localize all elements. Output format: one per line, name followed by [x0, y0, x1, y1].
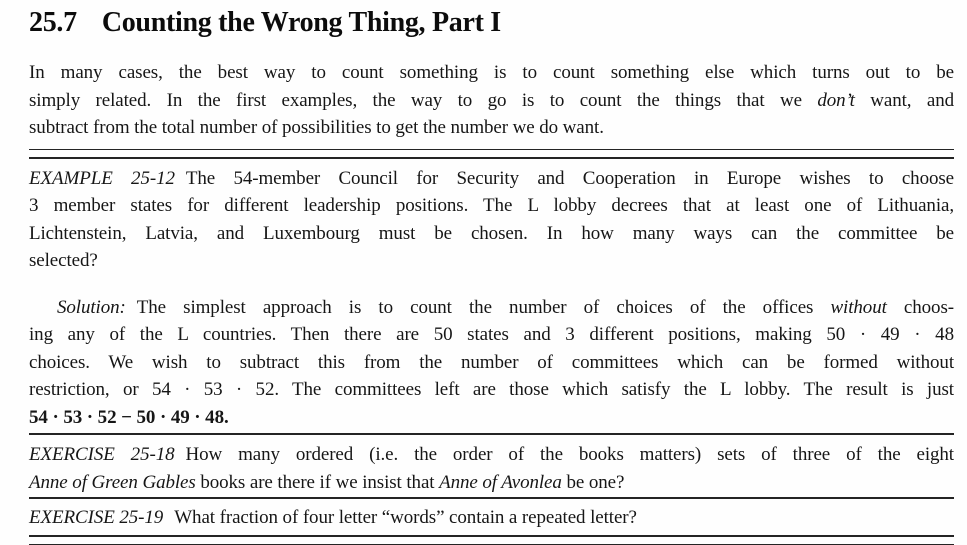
text-segment: What fraction of four letter “words” contain a repeated letter?	[174, 507, 637, 528]
example-solution-paragraph	[29, 294, 954, 432]
exercise-25-19-paragraph	[29, 504, 954, 532]
text-line	[29, 294, 954, 322]
text-line	[29, 349, 954, 377]
exercise-divider-middle	[29, 497, 954, 499]
text-segment: selected?	[29, 250, 98, 271]
solution-label: Solution:	[57, 296, 126, 318]
example-problem-paragraph	[29, 165, 954, 275]
text-segment: Anne of Avonlea	[439, 471, 562, 493]
example-label: EXAMPLE 25-12	[29, 167, 175, 189]
text-line	[29, 404, 954, 432]
text-line	[29, 504, 954, 532]
text-segment: without	[830, 296, 887, 318]
text-segment: want, and	[854, 89, 954, 111]
text-segment: How many ordered (i.e. the order of the books matters) sets of three of the eight	[185, 444, 954, 465]
section-title: Counting the Wrong Thing, Part I	[101, 7, 501, 38]
text-segment: Lichtenstein, Latvia, and Luxembourg must be chosen. In how many ways can the committee be	[29, 222, 954, 244]
section-heading	[29, 6, 954, 40]
text-line	[29, 441, 954, 469]
text-line	[29, 321, 954, 349]
text-segment: ing any of the L countries. Then there are 50 states and 3 different positions, making 50 · 49 · 48	[29, 324, 954, 345]
text-line	[29, 165, 954, 193]
exercise-label: EXERCISE 25-18	[29, 444, 175, 465]
example-top-divider	[29, 149, 954, 159]
text-segment: Anne of Green Gables	[29, 471, 196, 493]
text-segment: choices. We wish to subtract this from the number of committees which can be formed without	[29, 351, 954, 373]
exercise-25-18-paragraph	[29, 441, 954, 496]
exercise-divider-top	[29, 433, 954, 435]
section-number: 25.7	[29, 7, 77, 38]
text-segment: The 54-member Council for Security and Cooperation in Europe wishes to choose	[185, 167, 954, 189]
text-segment: books are there if we insist that	[195, 471, 440, 493]
text-segment: 3 member states for different leadership positions. The L lobby decrees that at least one of Lithuania,	[29, 195, 954, 216]
text-segment: The simplest approach is to count the number of choices of the offices	[136, 296, 831, 318]
text-segment: In many cases, the best way to count something is to count something else which turns out to be	[29, 62, 954, 83]
text-line	[29, 247, 954, 275]
text-line	[29, 192, 954, 220]
text-line	[29, 59, 954, 87]
text-segment: subtract from the total number of possibilities to get the number we do want.	[29, 117, 604, 138]
result-expression: 54 · 53 · 52 − 50 · 49 · 48.	[29, 406, 229, 428]
text-segment: don’t	[817, 89, 855, 111]
text-line	[29, 114, 954, 142]
bottom-divider	[29, 535, 954, 545]
text-line	[29, 376, 954, 404]
text-segment: restriction, or 54 · 53 · 52. The committees left are those which satisfy the L lobby. The result is just	[29, 379, 954, 400]
intro-paragraph	[29, 59, 954, 142]
text-segment: simply related. In the first examples, the way to go is to count the things that we	[29, 89, 818, 111]
text-line	[29, 220, 954, 248]
text-line	[29, 469, 954, 497]
text-segment: be one?	[561, 471, 625, 493]
text-line	[29, 87, 954, 115]
exercise-label: EXERCISE 25-19	[29, 507, 164, 528]
text-segment: choos-	[886, 296, 954, 318]
